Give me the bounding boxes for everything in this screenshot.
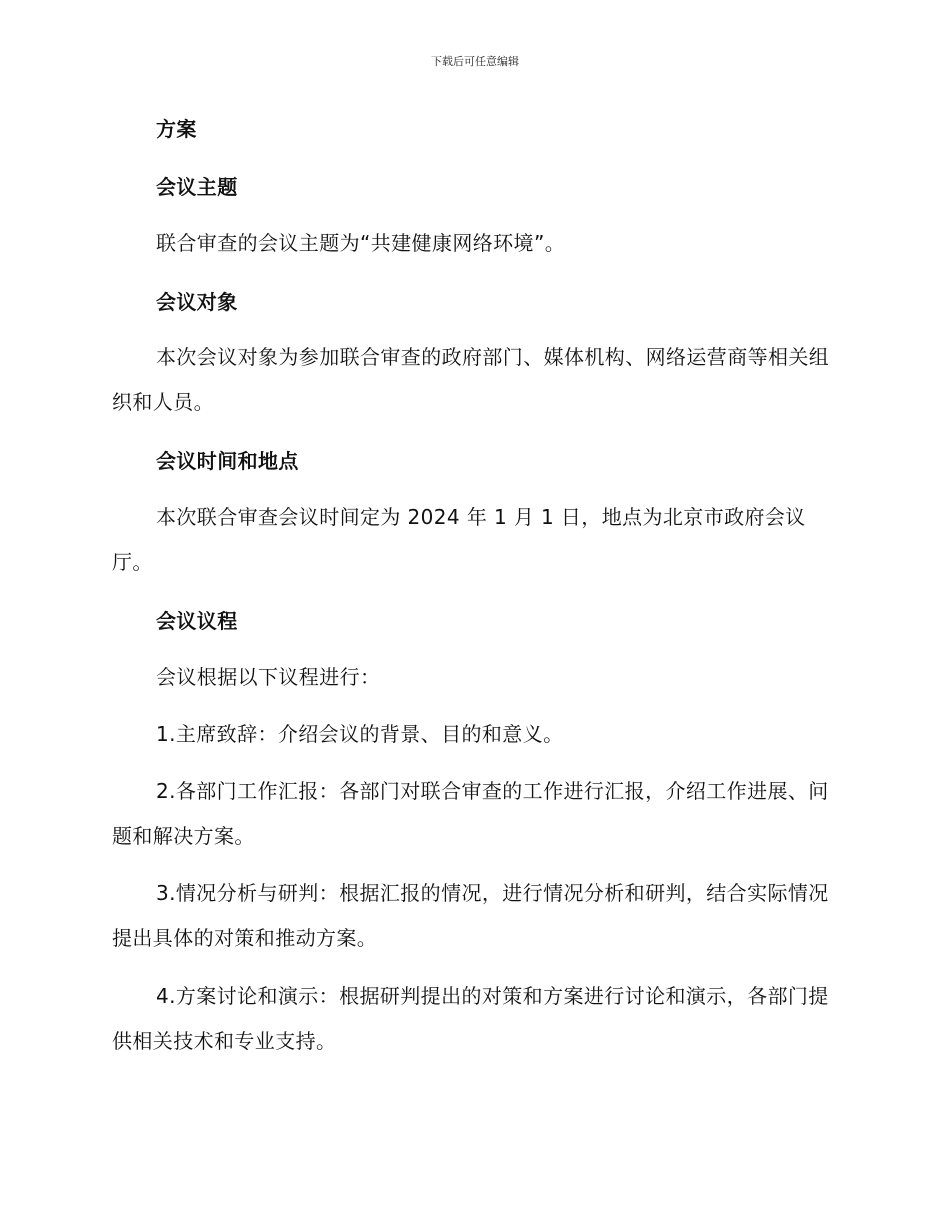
download-note: 下载后可任意编辑 bbox=[431, 55, 519, 68]
paragraph-topic: 联合审查的会议主题为“共建健康网络环境”。 bbox=[156, 231, 566, 255]
paragraph-audience: 本次会议对象为参加联合审查的政府部门、媒体机构、网络运营商等相关组织和人员。 bbox=[112, 345, 830, 414]
agenda-item-3: 3.情况分析与研判：根据汇报的情况，进行情况分析和研判，结合实际情况提出具体的对策和推动方案。 bbox=[112, 881, 829, 950]
section-heading-audience: 会议对象 bbox=[156, 290, 238, 314]
section-heading-agenda: 会议议程 bbox=[156, 609, 238, 633]
paragraph-agenda-intro: 会议根据以下议程进行： bbox=[156, 665, 381, 689]
document-title: 方案 bbox=[156, 117, 197, 141]
section-heading-time-place: 会议时间和地点 bbox=[156, 449, 299, 473]
agenda-item-1: 1.主席致辞：介绍会议的背景、目的和意义。 bbox=[156, 722, 564, 746]
section-heading-topic: 会议主题 bbox=[156, 175, 238, 199]
paragraph-time-place: 本次联合审查会议时间定为 2024 年 1 月 1 日，地点为北京市政府会议厅。 bbox=[112, 505, 806, 574]
agenda-item-2: 2.各部门工作汇报：各部门对联合审查的工作进行汇报，介绍工作进展、问题和解决方案。 bbox=[112, 779, 829, 848]
agenda-item-4: 4.方案讨论和演示：根据研判提出的对策和方案进行讨论和演示，各部门提供相关技术和专业支持。 bbox=[112, 984, 829, 1053]
